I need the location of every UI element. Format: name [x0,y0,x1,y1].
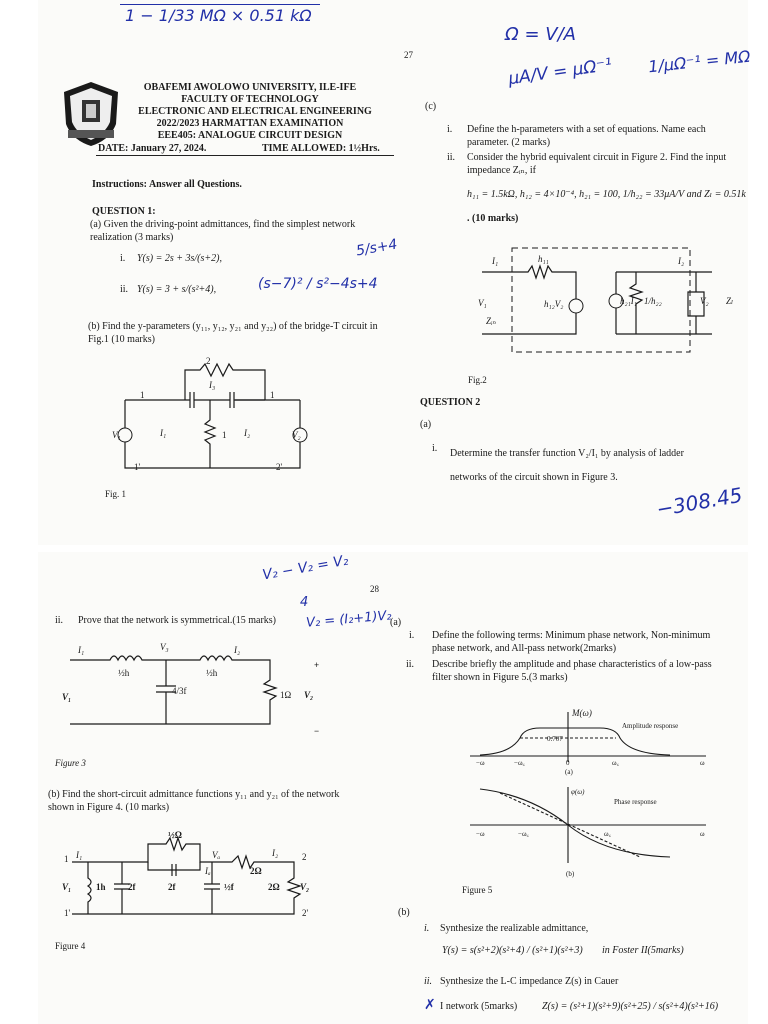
rb-b-i-expr: Y(s) = s(s²+2)(s²+4) / (s²+1)(s²+3) [442,945,583,956]
rb-b-ii-text: Synthesize the L-C impedance Z(s) in Cauer [440,976,619,987]
qc-marks: . (10 marks) [467,213,519,224]
fig4-caption: Figure 4 [55,941,86,951]
fig1-label-v2: V₂ [292,430,301,440]
rb-b-ii-label: ii. [424,976,433,987]
fig2-label-h21i1: h₂₁I₁ [620,296,637,306]
header-divider [96,155,394,156]
q1-a-ii-expr: Y(s) = 3 + s/(s²+4), [137,284,217,295]
fig4-label-2: 2 [302,852,307,862]
q2-hand-note: −308.45 [654,482,745,522]
amp-label-m: M(ω) [572,708,592,718]
header-date: DATE: January 27, 2024. [98,143,207,154]
fig3-label-plus: + [314,660,320,670]
fig2-label-zin: Zᵢₙ [486,316,497,326]
rb-hand-mark: ✗ [424,997,436,1013]
fig3-label-l2: ½h [206,668,218,678]
bottom-ii-label: ii. [55,615,64,626]
fig4-label-v1: V₁ [62,882,72,892]
fig4-label-l1h: 1h [96,882,106,892]
fig4-label-r2a: 2Ω [250,866,262,876]
hand-note-units: μA/V = μΩ⁻¹ [507,54,614,90]
fig4-label-c2f-a: 2f [128,882,136,892]
university-logo [60,80,122,148]
q1-a-ii-label: ii. [120,284,129,295]
fig5-caption: Figure 5 [462,885,493,895]
fig4-label-va: Vₐ [212,850,221,860]
bottom-hand-small: 4 [300,595,309,610]
header-time: TIME ALLOWED: 1½Hrs. [262,143,380,154]
fig1-label-1p: 1' [134,462,141,472]
fig1-label-2p: 2' [276,462,283,472]
fig4-circuit [72,838,322,918]
amp-label-zero: 0 [566,759,570,767]
fig4-label-c05f: ½f [224,882,234,892]
header-faculty: FACULTY OF TECHNOLOGY [181,94,319,105]
fig4-label-v2: V₂ [300,882,310,892]
page-number-27: 27 [404,50,413,60]
hand-note-top-left: 1 − 1/33 MΩ × 0.51 kΩ [125,6,312,25]
fig3-caption: Figure 3 [55,758,86,768]
fig4-label-1: 1 [64,854,69,864]
fig1-label-i1: I₁ [160,428,167,438]
fig1-circuit [105,360,325,475]
fig4-label-i1: I₁ [76,850,83,860]
amp-label-wc: ω꜀ [612,759,620,767]
phase-label-wc: ω꜀ [604,830,612,838]
rb-a-label: (a) [390,617,402,628]
q2-a-i-label: i. [432,443,438,454]
q1-hand-frac: 5/s+4 [354,236,399,260]
fig3-label-v3: V₃ [160,642,169,652]
rb-i-label: i. [409,630,415,641]
phase-label-neg-wc: −ω꜀ [518,830,529,838]
phase-label-title: Phase response [614,798,657,806]
fig2-label-v1: V₁ [478,298,487,308]
rb-b-ii-text2: I network (5marks) [440,1001,518,1012]
q1-b-text: (b) Find the y-parameters (y₁₁, y₁₂, y₂₁ and y₂₂) of the bridge-T circuit in Fig.1 (10 marks) [88,321,378,345]
amp-label-neg-wc: −ω꜀ [514,759,525,767]
fig2-caption: Fig.2 [468,375,487,385]
fig1-label-i3: I₃ [209,380,216,390]
phase-label-phi: φ(ω) [571,788,585,796]
bottom-b-text: (b) Find the short-circuit admittance functions y₁₁ and y₂₁ of the network shown in Figure 4. (10 marks) [48,789,340,813]
qc-params: h₁₁ = 1.5kΩ, h₁₂ = 4×10⁻⁴, h₂₁ = 100, 1/h₂₂ = 33μA/V and Zₗ = 0.51k [467,189,746,200]
rb-b-label: (b) [398,907,410,918]
fig3-circuit [70,650,310,730]
fig2-label-h12v2: h₁₂V₂ [544,299,564,309]
fig4-label-2p: 2' [302,908,309,918]
hand-note-units2: 1/μΩ⁻¹ = MΩ [647,46,752,77]
header-course: EEE405: ANALOGUE CIRCUIT DESIGN [157,130,343,141]
fig1-label-1c: 1 [222,430,227,440]
fig3-label-v2: V₂ [304,690,314,700]
fig4-label-r2b: 2Ω [268,882,280,892]
rb-ii-label: ii. [406,659,415,670]
amp-label-neg-w: −ω [476,759,485,767]
fig3-label-c: 4/3f [172,686,187,696]
hand-note-top-right: Ω = V/A [505,24,576,45]
fig4-label-1p: 1' [64,908,71,918]
q1-hand-expr: (s−7)² / s²−4s+4 [258,276,378,292]
page-number-28: 28 [370,584,379,594]
rb-b-ii-expr: Z(s) = (s²+1)(s²+9)(s²+25) / s(s²+4)(s²+16) [542,1001,719,1012]
header-university: OBAFEMI AWOLOWO UNIVERSITY, ILE-IFE [143,82,357,93]
header-exam: 2022/2023 HARMATTAN EXAMINATION [156,118,344,129]
qc-ii-label: ii. [447,152,456,163]
amp-label-w: ω [700,759,705,767]
fig2-label-h11: h₁₁ [538,254,549,264]
rb-i-text: Define the following terms: Minimum phase network, Non-minimum phase network, and All-pass network(2marks) [432,630,711,654]
fig3-label-v1: V₁ [62,692,72,702]
q2-a-i-text: Determine the transfer function V₂/I₁ by analysis of ladder networks of the circuit shown in Figure 3. [450,448,684,483]
qc-i-label: i. [447,124,453,135]
fig3-label-i1: I₁ [78,645,85,655]
fig2-label-i2: I₂ [678,256,685,266]
phase-label-w: ω [700,830,705,838]
fig2-label-zl: Zₗ [726,296,734,306]
fig3-label-l1: ½h [118,668,130,678]
fig4-label-r05: ½Ω [168,830,182,840]
bottom-hand-note2: V₂ = (I₂+1)V₂ [305,608,393,631]
q1-a-i-label: i. [120,253,126,264]
fig1-label-i2: I₂ [244,428,251,438]
fig4-label-i2: I₂ [272,848,279,858]
hand-underline [120,4,320,5]
fig2-label-1h22: 1/h₂₂ [644,296,662,306]
amp-label-title: Amplitude response [622,722,679,730]
fig5-phase [470,785,710,865]
fig1-label-1b: 1 [270,390,275,400]
fig2-label-i1: I₁ [492,256,499,266]
rb-b-i-text: Synthesize the realizable admittance, [440,923,589,934]
header-department: ELECTRONIC AND ELECTRICAL ENGINEERING [138,106,372,117]
q1-a-i-expr: Y(s) = 2s + 3s/(s+2), [137,253,222,264]
fig3-label-r: 1Ω [280,690,292,700]
qc-ii-text: Consider the hybrid equivalent circuit in Figure 2. Find the input impedance Zᵢₙ, if [467,152,727,176]
phase-label-neg-w: −ω [476,830,485,838]
qc-i-text: Define the h-parameters with a set of equations. Name each parameter. (2 marks) [467,124,706,148]
qc-label: (c) [425,101,437,112]
q2-title: QUESTION 2 [420,397,481,408]
q1-a-text: (a) Given the driving-point admittances, find the simplest network realization (3 marks) [90,219,356,243]
fig2-label-v2: V₂ [700,296,709,306]
amp-label-a: (a) [565,768,573,776]
rb-b-i-suffix: in Foster II(5marks) [602,945,684,956]
rb-b-i-label: i. [424,923,430,934]
fig3-label-minus: − [314,726,320,736]
fig1-caption: Fig. 1 [105,489,127,499]
q1-title: QUESTION 1: [92,206,156,217]
fig1-label-1a: 1 [140,390,145,400]
rb-ii-text: Describe briefly the amplitude and phase characteristics of a low-pass filter shown in Figure 5.(3 marks) [432,659,712,683]
phase-label-b: (b) [566,870,575,878]
bottom-hand-note1: V₂ − V₂ = V₂ [261,552,350,584]
fig3-label-i2: I₂ [234,645,241,655]
q1-instructions: Instructions: Answer all Questions. [92,179,242,190]
amp-label-0707: 0.707 [547,735,563,743]
fig4-label-ia: Iₐ [205,866,211,876]
fig1-label-2: 2 [206,356,211,366]
bottom-ii-text: Prove that the network is symmetrical.(15 marks) [78,615,277,626]
q2-a-label: (a) [420,419,432,430]
fig4-label-c2f-b: 2f [168,882,176,892]
fig1-label-v1: V₁ [112,430,121,440]
